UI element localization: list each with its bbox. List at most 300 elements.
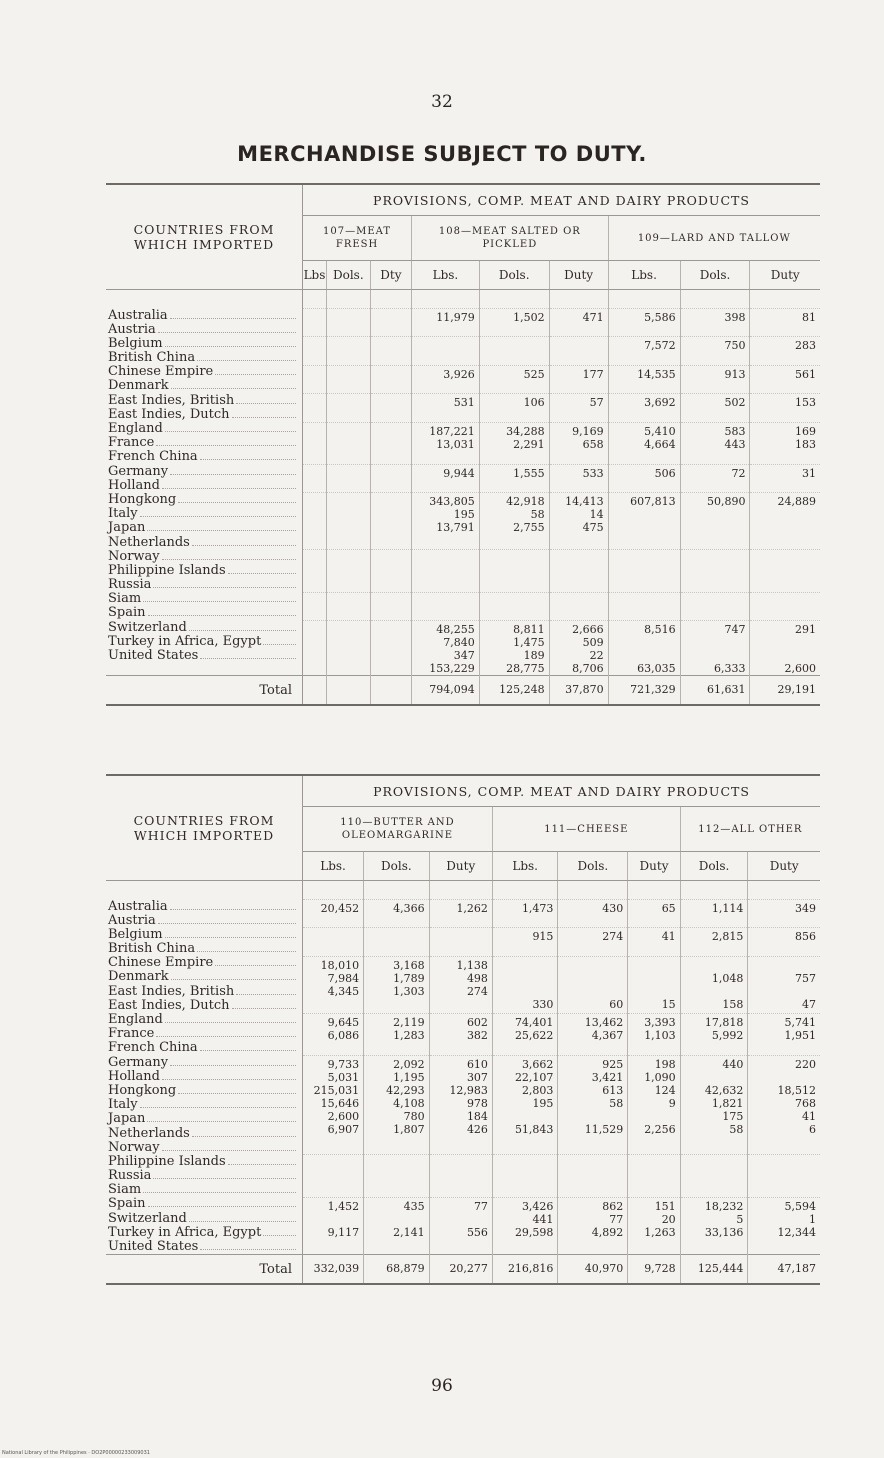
value-cell: 220 bbox=[795, 1058, 816, 1072]
value-cell bbox=[558, 1110, 623, 1123]
dot-leader bbox=[158, 923, 296, 924]
dot-leader bbox=[140, 516, 296, 517]
value-cell: 3,393 bbox=[644, 1015, 676, 1029]
value-cell: 398 bbox=[724, 311, 746, 324]
country-name: Australia bbox=[108, 899, 168, 914]
table-row bbox=[106, 1056, 820, 1155]
value-cell: 1,048 bbox=[711, 971, 744, 985]
unit-header: Lbs. bbox=[492, 852, 558, 881]
value-cell: 2,600 bbox=[327, 1110, 360, 1124]
country-name: France bbox=[108, 1026, 155, 1042]
value-cell bbox=[748, 1071, 816, 1084]
value-cell: 1,452 bbox=[327, 1199, 360, 1213]
value-cell bbox=[371, 508, 407, 521]
dot-leader bbox=[200, 459, 296, 460]
value-cell bbox=[327, 311, 366, 324]
country-name: Chinese Empire bbox=[108, 956, 214, 971]
value-cell: 307 bbox=[466, 1071, 488, 1085]
value-cell: 58 bbox=[530, 508, 545, 522]
country-name: Hongkong bbox=[108, 492, 177, 507]
value-cell: 33,136 bbox=[704, 1225, 744, 1239]
value-cell bbox=[303, 368, 322, 381]
value-cell: 3,426 bbox=[521, 1199, 554, 1213]
value-cell: 4,367 bbox=[591, 1028, 624, 1042]
value-cell: 4,664 bbox=[644, 437, 676, 451]
value-cell: 443 bbox=[724, 437, 746, 451]
country-name: Switzerland bbox=[108, 620, 187, 635]
country-name: Australia bbox=[108, 308, 168, 323]
value-cell bbox=[628, 959, 675, 972]
value-cell: 14,413 bbox=[565, 495, 604, 509]
value-cell bbox=[628, 985, 675, 998]
value-cell: 5,586 bbox=[644, 311, 676, 324]
country-name: Spain bbox=[108, 605, 146, 621]
value-cell: 5,410 bbox=[644, 424, 676, 438]
value-cell: 583 bbox=[724, 424, 746, 438]
value-cell bbox=[327, 495, 366, 508]
total-cell bbox=[302, 676, 326, 706]
value-cell bbox=[493, 985, 554, 998]
value-cell bbox=[371, 396, 407, 409]
dot-leader bbox=[140, 1107, 296, 1108]
value-cell: 20 bbox=[661, 1212, 676, 1226]
value-cell: 3,692 bbox=[644, 396, 676, 410]
value-cell: 1,263 bbox=[644, 1225, 676, 1239]
unit-header: Duty bbox=[429, 852, 492, 881]
value-cell: 1 bbox=[809, 1212, 816, 1226]
value-cell: 8,811 bbox=[513, 623, 545, 637]
country-name: East Indies, British bbox=[108, 983, 235, 999]
total-cell: 125,444 bbox=[680, 1255, 748, 1285]
value-cell: 1,114 bbox=[711, 902, 744, 915]
value-cell: 22,107 bbox=[514, 1071, 554, 1085]
table-row bbox=[106, 365, 820, 393]
dot-leader bbox=[147, 1121, 296, 1122]
value-cell bbox=[303, 438, 322, 451]
value-cell: 106 bbox=[523, 396, 545, 410]
value-cell: 41 bbox=[802, 1110, 816, 1124]
value-cell bbox=[558, 985, 623, 998]
value-cell: 1,555 bbox=[513, 467, 545, 481]
value-cell bbox=[750, 508, 816, 521]
value-cell bbox=[327, 396, 366, 409]
value-cell: 14,535 bbox=[637, 367, 676, 381]
value-cell: 1,821 bbox=[711, 1097, 744, 1111]
value-cell: 2,141 bbox=[393, 1225, 425, 1239]
total-cell bbox=[370, 676, 411, 706]
dot-leader bbox=[189, 1221, 296, 1222]
value-cell: 1,475 bbox=[513, 636, 545, 650]
value-cell bbox=[412, 339, 475, 352]
table-row bbox=[106, 956, 820, 1013]
country-name: British China bbox=[108, 350, 196, 366]
country-name: Japan bbox=[108, 520, 146, 536]
value-cell: 198 bbox=[654, 1058, 676, 1072]
value-cell bbox=[303, 508, 322, 521]
value-cell: 20,452 bbox=[320, 902, 360, 915]
value-cell: 2,119 bbox=[393, 1015, 425, 1029]
value-cell: 11,979 bbox=[436, 311, 475, 324]
dot-leader bbox=[162, 1079, 296, 1080]
value-cell: 81 bbox=[802, 311, 816, 324]
value-cell bbox=[327, 508, 366, 521]
value-cell: 430 bbox=[602, 902, 624, 915]
value-cell: 7,840 bbox=[443, 636, 475, 650]
value-cell bbox=[371, 649, 407, 662]
value-cell: 426 bbox=[466, 1123, 488, 1137]
value-cell: 72 bbox=[731, 467, 746, 481]
value-cell: 347 bbox=[453, 649, 475, 663]
value-cell: 13,031 bbox=[436, 437, 475, 451]
value-cell bbox=[609, 508, 676, 521]
value-cell: 215,031 bbox=[313, 1084, 360, 1098]
unit-header: Dols. bbox=[479, 261, 549, 290]
value-cell bbox=[493, 959, 554, 972]
dot-leader bbox=[156, 1036, 296, 1037]
value-cell bbox=[609, 649, 676, 662]
dot-leader bbox=[178, 502, 296, 503]
country-name: United States bbox=[108, 1239, 199, 1254]
value-cell: 925 bbox=[602, 1058, 624, 1072]
value-cell: 189 bbox=[523, 649, 545, 663]
value-cell bbox=[327, 438, 366, 451]
value-cell: 3,662 bbox=[521, 1058, 554, 1072]
value-cell: 15,646 bbox=[320, 1097, 360, 1111]
value-cell bbox=[371, 467, 407, 480]
country-name: England bbox=[108, 1013, 163, 1027]
value-cell: 4,892 bbox=[591, 1225, 624, 1239]
value-cell: 58 bbox=[609, 1097, 624, 1111]
dot-leader bbox=[147, 530, 296, 531]
country-name: Turkey in Africa, Egypt bbox=[108, 633, 262, 649]
value-cell: 5,594 bbox=[784, 1199, 816, 1213]
unit-header: Dols. bbox=[680, 261, 750, 290]
value-cell: 6,333 bbox=[713, 662, 746, 676]
value-cell: 28,775 bbox=[506, 662, 545, 676]
value-cell: 6 bbox=[809, 1123, 816, 1137]
value-cell: 8,706 bbox=[572, 662, 604, 676]
section-header: 111—CHEESE bbox=[492, 807, 680, 852]
value-cell bbox=[750, 636, 816, 649]
value-cell: 913 bbox=[724, 367, 746, 381]
value-cell bbox=[303, 1213, 359, 1226]
value-cell bbox=[371, 311, 407, 324]
value-cell: 42,632 bbox=[704, 1084, 744, 1098]
value-cell: 25,622 bbox=[514, 1028, 554, 1042]
dot-leader bbox=[263, 644, 296, 645]
country-name: French China bbox=[108, 1040, 198, 1056]
value-cell: 9,944 bbox=[443, 467, 475, 481]
dot-leader bbox=[165, 937, 296, 938]
value-cell bbox=[430, 930, 488, 943]
value-cell: 5,741 bbox=[784, 1015, 816, 1029]
table-row bbox=[106, 493, 820, 550]
value-cell: 51,843 bbox=[514, 1123, 554, 1137]
unit-header: Dols. bbox=[364, 852, 430, 881]
value-cell: 471 bbox=[582, 311, 604, 324]
table-row bbox=[106, 621, 820, 676]
country-name: Belgium bbox=[108, 927, 163, 942]
table-row bbox=[106, 1013, 820, 1056]
value-cell: 978 bbox=[466, 1097, 488, 1111]
value-cell: 509 bbox=[582, 636, 604, 650]
dot-leader bbox=[232, 417, 296, 418]
total-cell bbox=[326, 676, 370, 706]
unit-header: Duty bbox=[628, 852, 680, 881]
country-name: Denmark bbox=[108, 378, 169, 394]
value-cell: 6,907 bbox=[327, 1123, 360, 1137]
dot-leader bbox=[162, 488, 296, 489]
value-cell: 1,138 bbox=[456, 958, 488, 972]
country-name: Norway bbox=[108, 1139, 160, 1155]
dot-leader bbox=[170, 474, 296, 475]
value-cell: 77 bbox=[609, 1212, 624, 1226]
dot-leader bbox=[197, 360, 296, 361]
value-cell: 22 bbox=[589, 649, 604, 663]
value-cell: 13,791 bbox=[436, 521, 475, 535]
value-cell bbox=[371, 662, 407, 675]
country-name: Belgium bbox=[108, 336, 163, 351]
value-cell: 74,401 bbox=[514, 1015, 554, 1029]
country-name: French China bbox=[108, 449, 198, 465]
country-name: Philippine Islands bbox=[108, 562, 226, 578]
total-cell: 216,816 bbox=[492, 1255, 558, 1285]
value-cell bbox=[430, 998, 488, 1011]
country-name: East Indies, Dutch bbox=[108, 997, 230, 1013]
dot-leader bbox=[158, 332, 296, 333]
value-cell bbox=[371, 339, 407, 352]
value-cell: 65 bbox=[661, 902, 676, 915]
unit-header: Duty bbox=[549, 261, 608, 290]
value-cell: 4,108 bbox=[393, 1097, 425, 1111]
country-name: British China bbox=[108, 941, 196, 957]
value-cell: 183 bbox=[795, 437, 816, 451]
value-cell: 1,195 bbox=[393, 1071, 425, 1085]
total-cell: 29,191 bbox=[750, 676, 820, 706]
value-cell: 7,984 bbox=[327, 971, 360, 985]
data-table bbox=[106, 774, 820, 1285]
value-cell: 11,529 bbox=[584, 1123, 624, 1137]
value-cell: 506 bbox=[654, 467, 676, 481]
value-cell: 6,086 bbox=[327, 1028, 360, 1042]
value-cell: 498 bbox=[466, 971, 488, 985]
value-cell bbox=[327, 623, 366, 636]
unit-header: Lbs bbox=[302, 261, 326, 290]
value-cell: 195 bbox=[532, 1097, 554, 1111]
value-cell: 382 bbox=[466, 1028, 488, 1042]
unit-header: Duty bbox=[748, 852, 820, 881]
country-name: Japan bbox=[108, 1111, 146, 1127]
table-row bbox=[106, 422, 820, 465]
value-cell bbox=[327, 521, 366, 534]
total-cell: 68,879 bbox=[364, 1255, 430, 1285]
value-cell bbox=[303, 339, 322, 352]
value-cell bbox=[303, 495, 322, 508]
value-cell bbox=[371, 368, 407, 381]
unit-header: Lbs. bbox=[412, 261, 480, 290]
value-cell: 77 bbox=[473, 1199, 488, 1213]
country-name: Siam bbox=[108, 592, 142, 607]
value-cell: 1,283 bbox=[393, 1028, 425, 1042]
value-cell bbox=[303, 467, 322, 480]
dot-leader bbox=[215, 965, 296, 966]
country-name: Philippine Islands bbox=[108, 1154, 226, 1169]
value-cell: 4,366 bbox=[393, 902, 425, 915]
value-cell: 42,293 bbox=[386, 1084, 425, 1098]
value-cell bbox=[327, 425, 366, 438]
value-cell: 862 bbox=[602, 1199, 624, 1213]
value-cell: 48,255 bbox=[436, 623, 475, 637]
value-cell: 9,169 bbox=[572, 424, 604, 438]
dot-leader bbox=[170, 1065, 296, 1066]
value-cell bbox=[371, 438, 407, 451]
dot-leader bbox=[156, 445, 296, 446]
value-cell: 7,572 bbox=[644, 339, 676, 353]
country-name: Russia bbox=[108, 577, 152, 593]
value-cell: 153 bbox=[795, 396, 816, 410]
country-name: Germany bbox=[108, 464, 169, 479]
dot-leader bbox=[189, 630, 296, 631]
value-cell: 9 bbox=[668, 1097, 676, 1111]
dot-leader bbox=[178, 1093, 296, 1094]
value-cell bbox=[303, 425, 322, 438]
duty-table-1 bbox=[106, 183, 820, 706]
value-cell: 195 bbox=[453, 508, 475, 522]
value-cell bbox=[681, 521, 746, 534]
total-cell: 40,970 bbox=[558, 1255, 628, 1285]
dot-leader bbox=[143, 601, 296, 602]
value-cell: 158 bbox=[722, 997, 744, 1011]
value-cell: 349 bbox=[795, 902, 816, 915]
page-title: MERCHANDISE SUBJECT TO DUTY. bbox=[237, 142, 647, 166]
unit-header: Lbs. bbox=[608, 261, 680, 290]
total-cell: 125,248 bbox=[479, 676, 549, 706]
country-name: Switzerland bbox=[108, 1210, 187, 1226]
table-row bbox=[106, 928, 820, 956]
country-name: Netherlands bbox=[108, 1125, 190, 1141]
table-row bbox=[106, 394, 820, 422]
section-header: 109—LARD AND TALLOW bbox=[608, 216, 820, 261]
value-cell bbox=[681, 649, 746, 662]
value-cell: 2,600 bbox=[784, 662, 816, 676]
value-cell: 58 bbox=[729, 1123, 744, 1137]
value-cell: 2,666 bbox=[572, 623, 604, 637]
value-cell: 1,951 bbox=[784, 1028, 816, 1042]
total-row bbox=[106, 1255, 820, 1285]
country-name: Spain bbox=[108, 1197, 146, 1212]
value-cell: 124 bbox=[654, 1084, 676, 1098]
country-name: Germany bbox=[108, 1055, 169, 1070]
dot-leader bbox=[200, 1050, 296, 1051]
value-cell bbox=[628, 1110, 675, 1123]
total-label: Total bbox=[106, 1255, 303, 1285]
value-cell: 169 bbox=[795, 424, 816, 438]
value-cell: 14 bbox=[589, 508, 604, 522]
value-cell bbox=[303, 998, 359, 1011]
value-cell: 1,303 bbox=[393, 984, 425, 998]
value-cell bbox=[493, 972, 554, 985]
table-row bbox=[106, 465, 820, 493]
value-cell: 60 bbox=[609, 997, 624, 1011]
value-cell: 50,890 bbox=[706, 495, 746, 509]
value-cell: 780 bbox=[403, 1110, 425, 1124]
value-cell: 531 bbox=[453, 396, 475, 410]
dot-leader bbox=[236, 994, 296, 995]
dot-leader bbox=[170, 909, 296, 910]
value-cell: 274 bbox=[466, 984, 488, 998]
dot-leader bbox=[165, 346, 296, 347]
value-cell bbox=[371, 636, 407, 649]
unit-header: Dols. bbox=[326, 261, 370, 290]
value-cell: 12,983 bbox=[449, 1084, 488, 1098]
value-cell bbox=[681, 508, 746, 521]
country-name: Netherlands bbox=[108, 534, 190, 550]
value-cell: 607,813 bbox=[630, 495, 676, 509]
value-cell bbox=[364, 930, 425, 943]
dot-leader bbox=[228, 573, 296, 574]
value-cell: 3,926 bbox=[443, 367, 475, 381]
table-row bbox=[106, 900, 820, 928]
value-cell: 1,789 bbox=[393, 971, 425, 985]
page-number: 32 bbox=[431, 92, 453, 112]
value-cell: 613 bbox=[602, 1084, 624, 1098]
country-column-header: COUNTRIES FROM WHICH IMPORTED bbox=[106, 184, 302, 290]
country-name: Chinese Empire bbox=[108, 365, 214, 380]
value-cell: 4,345 bbox=[327, 984, 360, 998]
footer-credit: National Library of the Philippines · DO2P00000233009031 bbox=[2, 1450, 150, 1456]
table-row bbox=[106, 550, 820, 593]
value-cell: 31 bbox=[802, 467, 816, 481]
value-cell bbox=[681, 1071, 744, 1084]
country-name: East Indies, British bbox=[108, 393, 235, 408]
value-cell: 153,229 bbox=[429, 662, 475, 676]
country-name: Norway bbox=[108, 549, 160, 564]
value-cell: 502 bbox=[724, 396, 746, 410]
total-cell: 794,094 bbox=[412, 676, 480, 706]
value-cell bbox=[371, 623, 407, 636]
value-cell: 12,344 bbox=[777, 1225, 816, 1239]
dot-leader bbox=[232, 1008, 296, 1009]
unit-header: Duty bbox=[750, 261, 820, 290]
value-cell bbox=[430, 1213, 488, 1226]
value-cell: 441 bbox=[532, 1212, 554, 1226]
value-cell: 856 bbox=[795, 930, 816, 944]
value-cell: 435 bbox=[403, 1199, 425, 1213]
value-cell bbox=[550, 339, 604, 352]
dot-leader bbox=[171, 388, 296, 389]
value-cell bbox=[364, 1213, 425, 1226]
value-cell: 57 bbox=[589, 396, 604, 410]
value-cell: 1,262 bbox=[456, 902, 488, 915]
value-cell: 63,035 bbox=[637, 662, 676, 676]
country-name: United States bbox=[108, 648, 199, 663]
country-name: Siam bbox=[108, 1182, 142, 1198]
dot-leader bbox=[153, 1178, 296, 1179]
value-cell: 533 bbox=[582, 467, 604, 481]
value-cell bbox=[371, 425, 407, 438]
section-header: 112—ALL OTHER bbox=[680, 807, 820, 852]
country-name: England bbox=[108, 422, 163, 436]
value-cell bbox=[681, 985, 744, 998]
value-cell: 17,818 bbox=[704, 1015, 744, 1029]
value-cell: 13,462 bbox=[584, 1015, 624, 1029]
country-column-header: COUNTRIES FROM WHICH IMPORTED bbox=[106, 775, 303, 881]
unit-header: Dols. bbox=[558, 852, 628, 881]
value-cell: 1,090 bbox=[644, 1071, 676, 1085]
dot-leader bbox=[197, 951, 296, 952]
value-cell: 1,807 bbox=[393, 1123, 425, 1137]
value-cell bbox=[750, 521, 816, 534]
